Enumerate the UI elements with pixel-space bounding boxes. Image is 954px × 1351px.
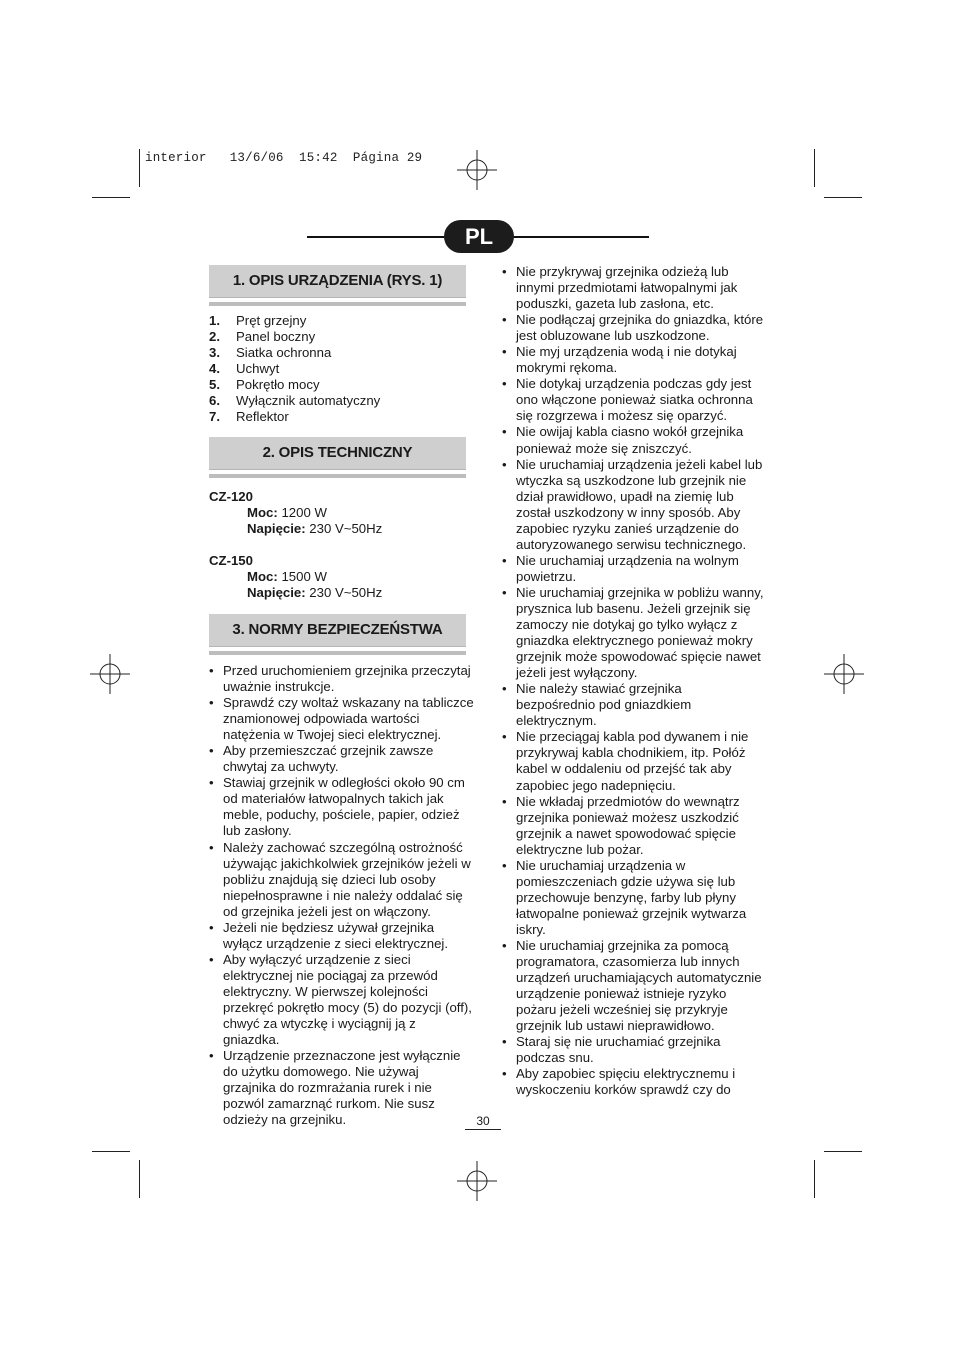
section-rule (209, 474, 466, 478)
list-item: • Przed uruchomieniem grzejnika przeczytaj uważnie instrukcje. (209, 663, 474, 695)
printer-slug: interior 13/6/06 15:42 Página 29 (145, 151, 423, 165)
list-item: • Staraj się nie uruchamiać grzejnika podczas snu. (502, 1034, 764, 1066)
registration-mark-icon (90, 654, 130, 694)
header-rule (511, 236, 649, 238)
spec-voltage: Napięcie: 230 V~50Hz (247, 585, 383, 600)
list-item: • Nie myj urządzenia wodą i nie dotykaj mokrymi rękoma. (502, 344, 764, 376)
crop-mark (814, 149, 815, 187)
list-item: • Nie podłączaj grzejnika do gniazdka, które jest obluzowane lub uszkodzone. (502, 312, 764, 344)
list-item: • Nie owijaj kabla ciasno wokół grzejnika ponieważ może się zniszczyć. (502, 424, 764, 456)
safety-list-right (502, 264, 764, 1098)
section-title: 1. OPIS URZĄDZENIA (RYS. 1) (209, 265, 466, 298)
list-item: • Jeżeli nie będziesz używał grzejnika wyłącz urządzenie z sieci elektrycznej. (209, 920, 474, 952)
spec-power: Moc: 1200 W (247, 505, 327, 520)
list-item: 5. Pokrętło mocy (209, 377, 320, 392)
section-title: 3. NORMY BEZPIECZEŃSTWA (209, 614, 466, 647)
list-item: • Nie uruchamiaj urządzenia na wolnym powietrzu. (502, 553, 764, 585)
list-item: • Aby wyłączyć urządzenie z sieci elektrycznej nie pociągaj za przewód elektryczny. W pierwszej kolejności przekręć pokrętło mocy (5) do pozycji (off), chwyć za wtyczkę i wyciągnij ją z gniazdka. (209, 952, 474, 1048)
list-item: 3. Siatka ochronna (209, 345, 332, 360)
crop-mark (824, 1151, 862, 1152)
list-item: • Aby zapobiec spięciu elektrycznemu i wyskoczeniu korków sprawdź czy do (502, 1066, 764, 1098)
list-item: • Nie wkładaj przedmiotów do wewnątrz grzejnika ponieważ możesz uszkodzić grzejnik a nawet spowodować spięcie elektryczne lub pożar. (502, 794, 764, 858)
language-badge: PL (444, 220, 514, 253)
list-item: • Stawiaj grzejnik w odległości około 90 cm od materiałów łatwopalnych takich jak meble, poduchy, pościele, papier, odzież lub zasłony. (209, 775, 474, 839)
model-name: CZ-150 (209, 553, 253, 568)
model-name: CZ-120 (209, 489, 253, 504)
list-item: • Nie uruchamiaj urządzenia w pomieszczeniach gdzie używa się lub przechowuje benzynę, farby lub płyny łatwopalne ponieważ grzejnik wytwarza iskry. (502, 858, 764, 938)
list-item: • Nie przeciągaj kabla pod dywanem i nie przykrywaj kabla chodnikiem, itp. Połóż kabel w oddaleniu od przejść tak aby zapobiec jego nadepnięciu. (502, 729, 764, 793)
list-item: • Nie należy stawiać grzejnika bezpośrednio pod gniazdkiem elektrycznym. (502, 681, 764, 729)
header-rule (307, 236, 447, 238)
list-item: • Aby przemieszczać grzejnik zawsze chwytaj za uchwyty. (209, 743, 474, 775)
section-rule (209, 302, 466, 306)
list-item: • Nie uruchamiaj grzejnika w pobliżu wanny, prysznica lub basenu. Jeżeli grzejnik się zamoczy nie dotykaj go tylko wyłącz z gniazdka elektrycznego ponieważ mokry grzejnik może spowodować spięcie nawet jeżeli jest wyłączony. (502, 585, 764, 681)
list-item: 2. Panel boczny (209, 329, 316, 344)
list-item: • Nie uruchamiaj grzejnika za pomocą programatora, czasomierza lub innych urządzeń uruchamiających automatycznie urządzenie ponieważ istnieje ryzyko pożaru jeżeli wcześniej się przykryje grzejnik lub ustawi nieprawidłowo. (502, 938, 764, 1034)
crop-mark (814, 1160, 815, 1198)
list-item: 6. Wyłącznik automatyczny (209, 393, 381, 408)
page-number: 30 (476, 1114, 490, 1128)
section-title: 2. OPIS TECHNICZNY (209, 437, 466, 470)
crop-mark (824, 197, 862, 198)
list-item: • Nie przykrywaj grzejnika odzieżą lub innymi przedmiotami łatwopalnymi jak poduszki, gazeta lub zasłona, etc. (502, 264, 764, 312)
safety-list-left (209, 663, 474, 1128)
crop-mark (139, 1160, 140, 1198)
list-item: 4. Uchwyt (209, 361, 280, 376)
crop-mark (139, 149, 140, 187)
list-item: 7. Reflektor (209, 409, 289, 424)
page-number-rule (465, 1129, 501, 1130)
list-item: • Nie uruchamiaj urządzenia jeżeli kabel lub wtyczka są uszkodzone lub grzejnik nie dział prawidłowo, upadł na ziemię lub został uszkodzony w inny sposób. Aby zapobiec ryzyku zanieś urządzenie do autoryzowanego serwisu technicznego. (502, 457, 764, 553)
spec-power: Moc: 1500 W (247, 569, 327, 584)
spec-voltage: Napięcie: 230 V~50Hz (247, 521, 383, 536)
registration-mark-icon (824, 654, 864, 694)
registration-mark-icon (457, 1161, 497, 1201)
crop-mark (92, 1151, 130, 1152)
crop-mark (92, 197, 130, 198)
list-item: • Urządzenie przeznaczone jest wyłącznie do użytku domowego. Nie używaj grzajnika do rozmrażania rurek i nie pozwól zamarznąć rurkom. Nie susz odzieży na grzejniku. (209, 1048, 474, 1128)
parts-list (209, 313, 380, 425)
section-rule (209, 651, 466, 655)
registration-mark-icon (457, 150, 497, 190)
list-item: • Sprawdź czy woltaż wskazany na tabliczce znamionowej odpowiada wartości natężenia w Twojej sieci elektrycznej. (209, 695, 474, 743)
list-item: • Należy zachować szczególną ostrożność używając jakichkolwiek grzejników jeżeli w pobliżu znajdują się dzieci lub osoby niepełnosprawne i nie należy oddalać się od grzejnika jeżeli jest on włączony. (209, 840, 474, 920)
list-item: 1. Pręt grzejny (209, 313, 307, 328)
list-item: • Nie dotykaj urządzenia podczas gdy jest ono włączone ponieważ siatka ochronna się rozgrzewa i możesz się oparzyć. (502, 376, 764, 424)
